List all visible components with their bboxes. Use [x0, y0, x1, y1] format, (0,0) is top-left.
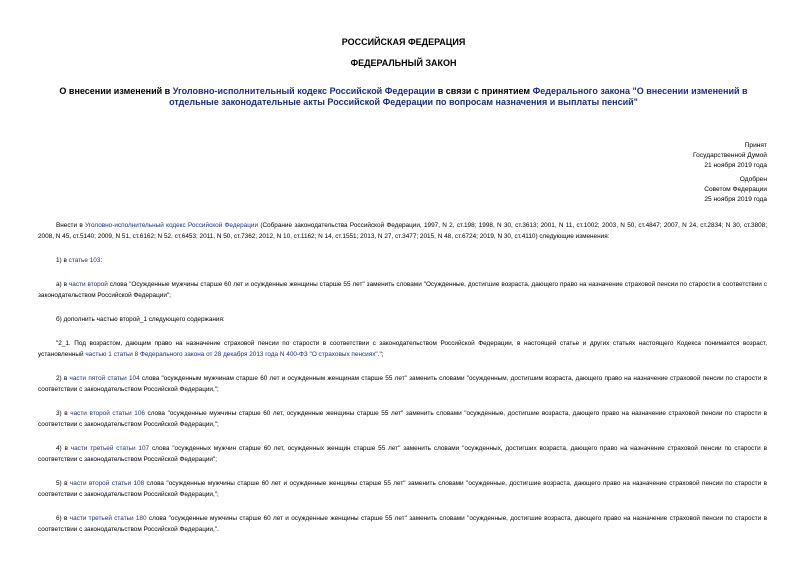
- item-3-post: слова "осужденные мужчины старше 60 лет, осужденные женщины старше 55 лет" заменить словами "осужденные, достигшие возраста, дающего право на назначение страховой пенсии по старости в соответствии с законодательством Российской Федерации,";: [38, 410, 767, 428]
- title-text-1: О внесении изменений в: [59, 86, 173, 96]
- item-1b-text: [38, 338, 767, 360]
- item-1b-text-post: .";: [377, 351, 384, 358]
- law-title: [36, 86, 771, 108]
- item-6-post: слова "осужденные мужчины старше 60 лет и осужденные женщины старше 55 лет" заменить словами "осужденные, достигшие возраста, дающего право на назначение страховой пенсии по старости в соответствии с законодательством Российской Федерации,".: [38, 515, 767, 533]
- approved-label: Одобрен: [739, 176, 767, 183]
- item-4-post: слова "осужденных мужчин старше 60 лет, осужденных женщин старше 55 лет" заменить словами "осужденных, достигших возраста, дающего право на назначение страховой пенсии по старости в соответствии с законодательством Российской Федерации";: [38, 445, 767, 463]
- item-4-link[interactable]: части третьей статьи 107: [70, 445, 150, 452]
- item-2-link[interactable]: части пятой статьи 104: [69, 375, 140, 382]
- intro-post: (Собрание законодательства Российской Федерации, 1997, N 2, ст.198; 1998, N 30, ст.3613; 2001, N 11, ст.1002; 2003, N 50, ст.4847; 2007, N 24, ст.2834; N 30, ст.3808; 2008, N 45, ст.5140; 2009, N 51, ст.6162; N 52, ст.6453; 2011, N 50, ст.7362; 2012, N 10, ст.1162; N 14, ст.1551; 2013, N 27, ст.3477; 2015, N 48, ст.6724; 2019, N 30, ст.4110) следующие изменения:: [38, 222, 768, 240]
- intro-paragraph: [38, 220, 767, 242]
- item-1-pre: 1) в: [56, 257, 69, 264]
- item-2-post: слова "осужденным мужчинам старше 60 лет и осужденным женщинам старше 55 лет" заменить словами "осужденным, достигшим возраста, дающего право на назначение страховой пенсии по старости в соответствии с законодательством Российской Федерации,";: [38, 375, 767, 393]
- item-1-post: :: [100, 257, 103, 264]
- intro-pre: Внести в: [56, 222, 86, 229]
- header-federation: РОССИЙСКАЯ ФЕДЕРАЦИЯ: [341, 37, 466, 47]
- adopted-label: Принят: [744, 142, 767, 149]
- title-link-code[interactable]: Уголовно-исполнительный кодекс Российской Федерации: [172, 86, 436, 96]
- item-1b-text-pre: "2_1. Под возрастом, дающим право на назначение страховой пенсии по старости в соответствии с законодательством Российской Федерации, в настоящей статье и других статьях настоящего Кодекса понимается возраст, установленный: [38, 340, 767, 358]
- intro-link-code[interactable]: Уголовно-исполнительный кодекс Российской Федерации: [85, 222, 259, 229]
- header-law-type: ФЕДЕРАЛЬНЫЙ ЗАКОН: [350, 58, 457, 68]
- adopted-date: 21 ноября 2019 года: [704, 162, 767, 169]
- item-1a: [38, 279, 767, 301]
- item-3-pre: 3) в: [56, 410, 71, 417]
- approved-date: 25 ноября 2019 года: [704, 196, 767, 203]
- item-6-link[interactable]: части третьей статьи 180: [69, 515, 147, 522]
- item-4-pre: 4) в: [56, 445, 71, 452]
- item-1b: б) дополнить частью второй_1 следующего содержания:: [56, 316, 225, 323]
- item-3-link[interactable]: части второй статьи 106: [70, 410, 145, 417]
- title-link-federal-law[interactable]: Федерального закона "О внесении изменений в отдельные законодательные акты Российской Федерации по вопросам назначения и выплаты пенсий": [169, 86, 748, 107]
- item-2-pre: 2) в: [56, 375, 70, 382]
- item-5-pre: 5) в: [56, 480, 70, 487]
- item-6: [38, 513, 767, 535]
- adoption-block: [607, 141, 767, 205]
- approved-by: Советом Федерации: [704, 186, 767, 193]
- item-3: [38, 408, 767, 430]
- item-2: [38, 373, 767, 395]
- law-body: [38, 220, 767, 535]
- adopted-by: Государственной Думой: [693, 152, 767, 159]
- item-1b-link[interactable]: частью 1 статьи 8 Федерального закона от 28 декабря 2013 года N 400-ФЗ "О страховых пенсиях": [85, 351, 378, 358]
- item-1a-pre: а) в: [56, 281, 69, 288]
- item-5: [38, 478, 767, 500]
- title-text-2: в связи с принятием: [435, 86, 533, 96]
- item-4: [38, 443, 767, 465]
- item-1a-link[interactable]: части второй: [68, 281, 108, 288]
- item-1: [38, 255, 767, 266]
- item-6-pre: 6) в: [56, 515, 70, 522]
- item-1a-post: слова "Осужденные мужчины старше 60 лет и осужденные женщины старше 55 лет" заменить словами "Осужденные, достигшие возраста, дающего право на назначение страховой пенсии по старости в соответствии с законодательством Российской Федерации";: [38, 281, 767, 299]
- item-5-link[interactable]: части второй статьи 108: [69, 480, 145, 487]
- item-5-post: слова "осужденные мужчины старше 60 лет и осужденные женщины старше 55 лет" заменить словами "осужденные, достигшие возраста, дающего право на назначение страховой пенсии по старости в соответствии с законодательством Российской Федерации,";: [38, 480, 767, 498]
- item-1-link[interactable]: статье 103: [68, 257, 101, 264]
